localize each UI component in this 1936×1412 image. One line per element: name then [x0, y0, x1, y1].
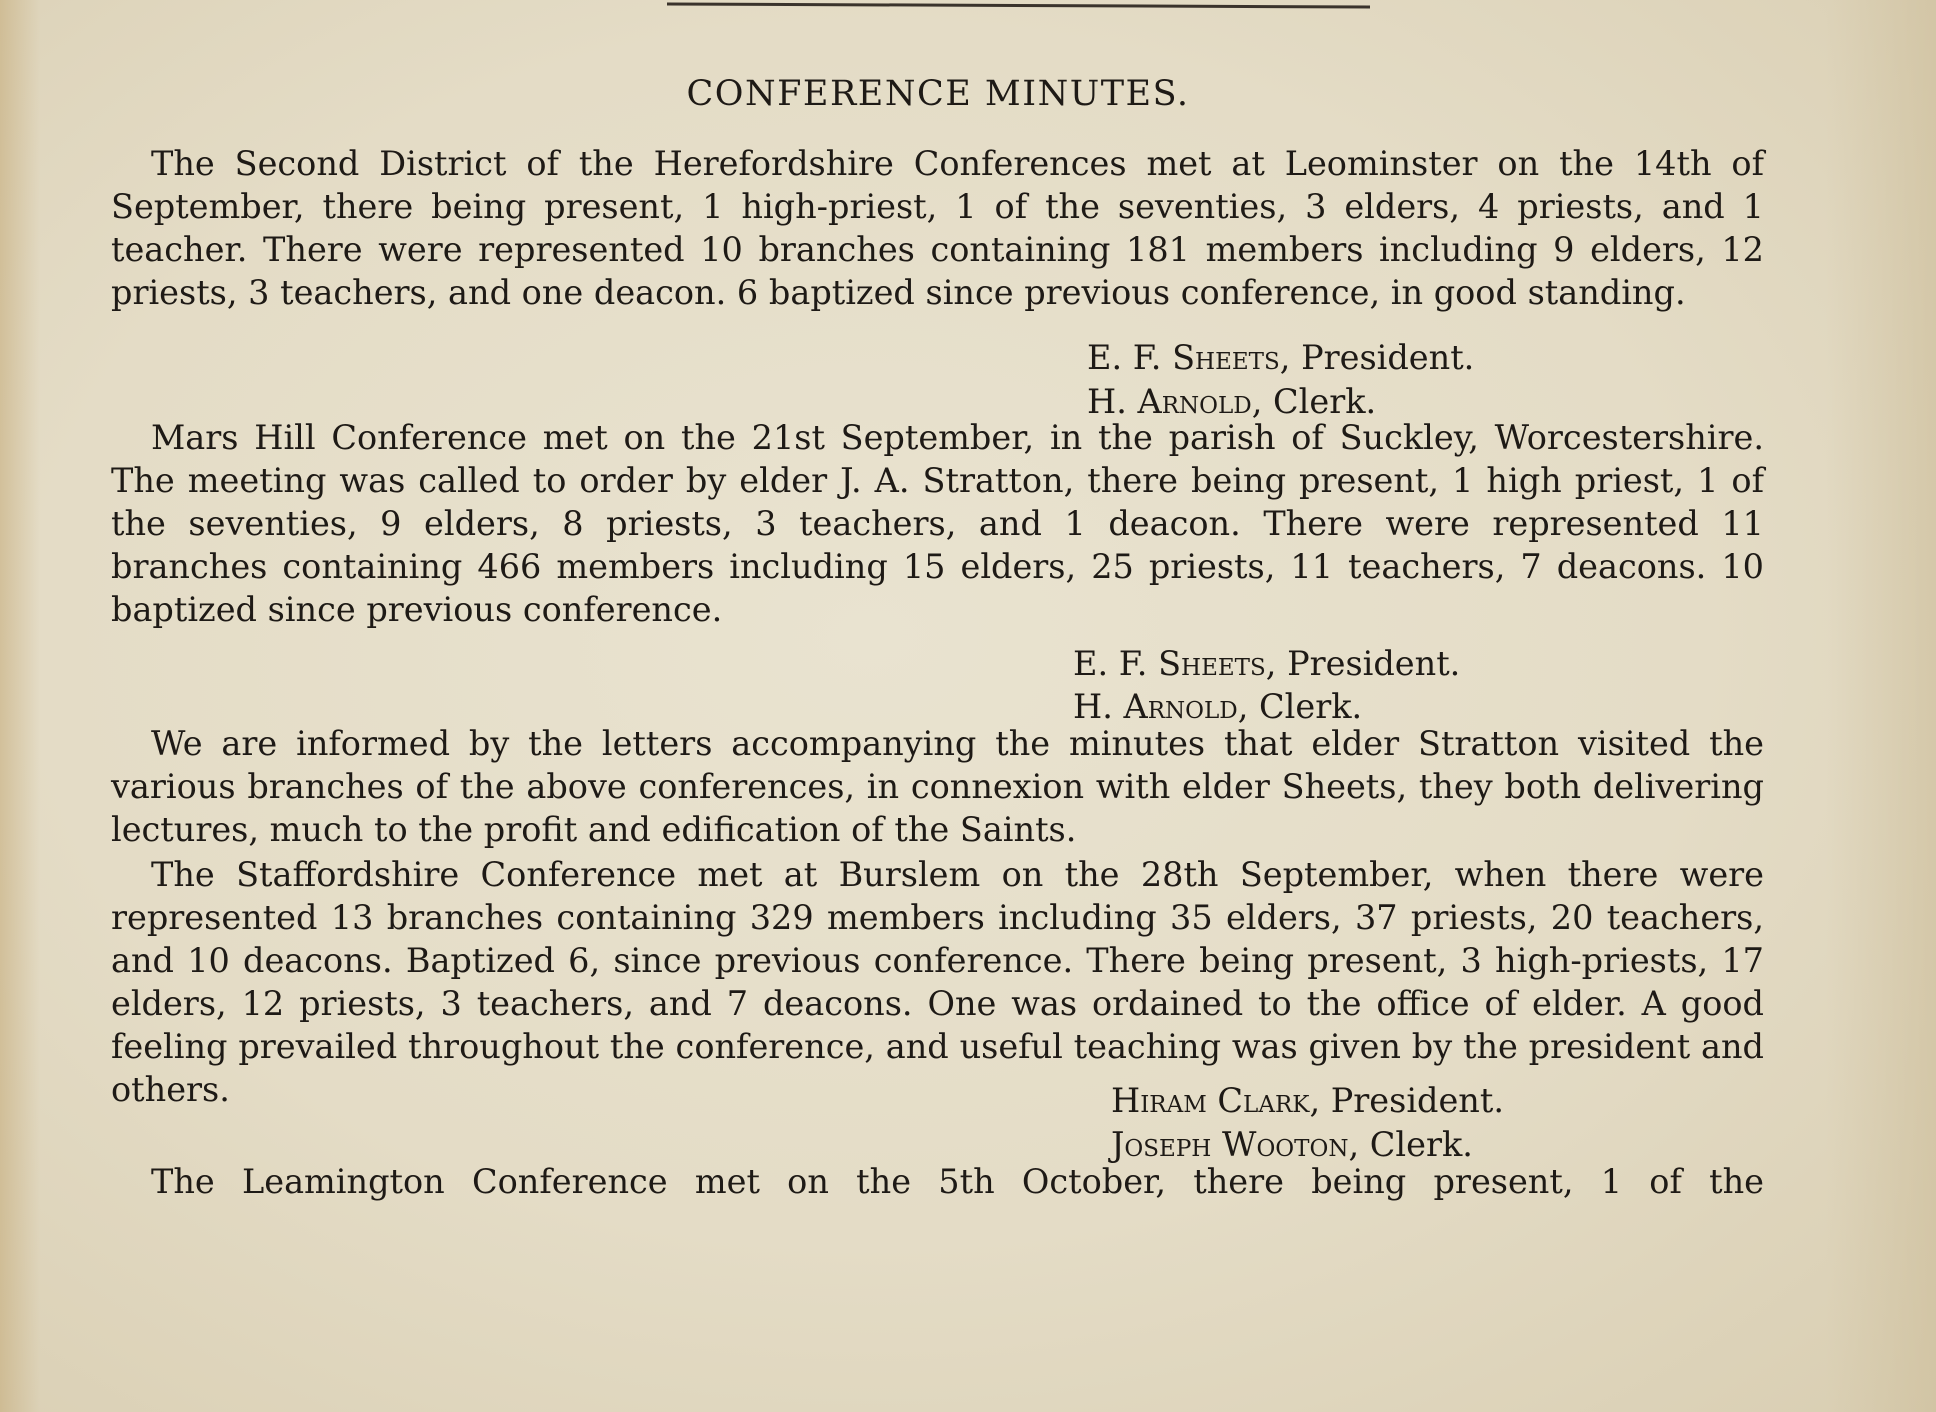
- paragraph-text: The Staffordshire Conference met at Burslem on the 28th September, when there were represented 13 branches containing 329 members including 35 elders, 37 priests, 20 teachers, and 10 deacons. Baptized 6, since previous conference. There being present, 3 high-priests, 17 elders, 12 priests, 3 teachers, and 7 deacons. One was ordained to the office of elder. A good feeling prevailed throughout the conference, and useful teaching was given by the president and others.: [111, 855, 1764, 1109]
- signature-name: E. F. Sheets: [1073, 644, 1266, 683]
- paragraph-text: The Leamington Conference met on the 5th October, there being present, 1 of the: [151, 1162, 1764, 1201]
- signature-role: , Clerk.: [1348, 1125, 1473, 1164]
- signature-role: , Clerk.: [1237, 687, 1363, 726]
- paragraph-staffordshire: [111, 853, 1764, 1111]
- paragraph-mars-hill: [111, 416, 1764, 631]
- page-title: CONFERENCE MINUTES.: [686, 74, 1190, 114]
- signature-name: E. F. Sheets: [1087, 338, 1280, 377]
- signature-name: Joseph Wooton: [1111, 1125, 1349, 1164]
- signature-name: H. Arnold: [1087, 382, 1252, 421]
- paragraph-text: The Second District of the Herefordshire Conferences met at Leominster on the 14th of September, there being present, 1 high-priest, 1 of the seventies, 3 elders, 4 priests, and 1 teacher. There were represented 10 branches containing 181 members including 9 elders, 12 priests, 3 teachers, and one deacon. 6 baptized since previous conference, in good standing.: [111, 144, 1764, 312]
- paragraph-text: Mars Hill Conference met on the 21st September, in the parish of Suckley, Worcestershire. The meeting was called to order by elder J. A. Stratton, there being present, 1 high priest, 1 of the seventies, 9 elders, 8 priests, 3 teachers, and 1 deacon. There were represented 11 branches containing 466 members including 15 elders, 25 priests, 11 teachers, 7 deacons. 10 baptized since previous conference.: [111, 418, 1764, 629]
- signature-name: Hiram Clark: [1111, 1081, 1310, 1120]
- signature-president: [1073, 642, 1460, 685]
- section-divider-rule: [667, 2, 1370, 8]
- signature-president: [1087, 336, 1474, 379]
- signature-role: , Clerk.: [1251, 382, 1377, 421]
- paragraph-herefordshire: [111, 142, 1764, 314]
- signature-name: H. Arnold: [1073, 687, 1238, 726]
- signature-role: , President.: [1279, 338, 1475, 377]
- signature-role: , President.: [1265, 644, 1461, 683]
- signature-role: , President.: [1309, 1081, 1504, 1120]
- page-edge-shadow-right: [1826, 0, 1936, 1412]
- paragraph-leamington: [111, 1160, 1764, 1203]
- paragraph-stratton-visit: [111, 722, 1764, 851]
- signature-president: [1111, 1079, 1504, 1122]
- page-edge-shadow-left: [0, 0, 40, 1412]
- paragraph-text: We are informed by the letters accompanying the minutes that elder Stratton visited the various branches of the above conferences, in connexion with elder Sheets, they both delivering lectures, much to the profit and edification of the Saints.: [111, 724, 1764, 849]
